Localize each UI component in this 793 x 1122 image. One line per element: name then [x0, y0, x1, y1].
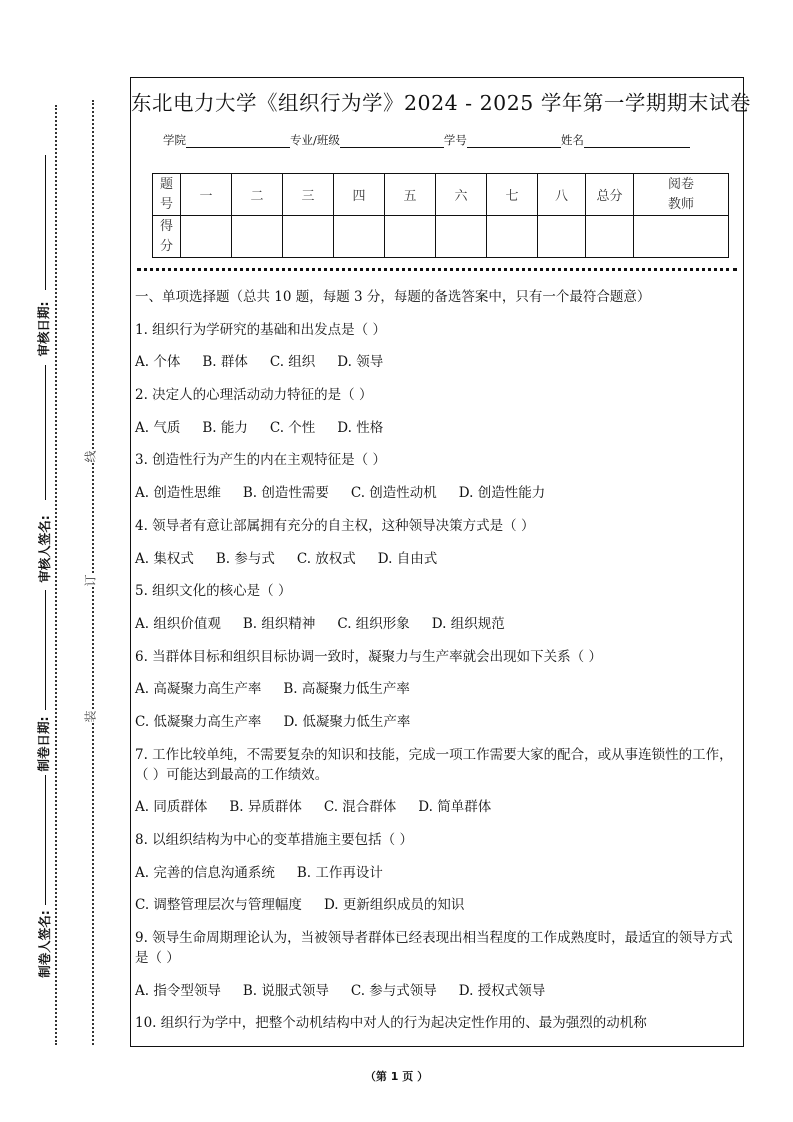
reviewer-sign-label: 审核人签名:	[37, 515, 52, 583]
question-6-options	[135, 679, 739, 712]
maker-date-label: 制卷日期:	[36, 716, 51, 772]
binding-mark-line: 线	[83, 450, 98, 463]
option-a[interactable]: A. 创造性思维	[135, 485, 221, 502]
option-c[interactable]: C. 组织	[269, 354, 316, 371]
option-d[interactable]: D. 简单群体	[418, 799, 492, 816]
major-class-field[interactable]	[340, 134, 444, 148]
option-d[interactable]: D. 创造性能力	[458, 485, 546, 502]
question-4-options	[135, 549, 739, 582]
maker-sign-line	[45, 775, 46, 905]
option-c[interactable]: C. 个性	[269, 419, 316, 436]
col-total: 总分	[586, 174, 634, 216]
col-3: 三	[283, 174, 334, 216]
col-4: 四	[334, 174, 385, 216]
question-2: 2. 决定人的心理活动动力特征的是（ ）	[135, 387, 373, 404]
col-1: 一	[181, 174, 232, 216]
reviewer-sign-line	[45, 365, 46, 500]
score-cell-8[interactable]	[538, 216, 586, 258]
maker-sign-label: 制卷人签名:	[37, 910, 52, 978]
question-8: 8. 以组织结构为中心的变革措施主要包括（ ）	[135, 832, 413, 848]
col-7: 七	[487, 174, 538, 216]
option-b[interactable]: B. 群体	[202, 354, 248, 371]
question-1-options	[135, 352, 739, 385]
question-3: 3. 创造性行为产生的内在主观特征是（ ）	[135, 452, 386, 469]
major-class-label: 专业/班级	[290, 133, 340, 147]
option-a[interactable]: A. 个体	[135, 354, 181, 371]
question-6: 6. 当群体目标和组织目标协调一致时，凝聚力与生产率就会出现如下关系（ ）	[135, 648, 602, 665]
option-b[interactable]: B. 异质群体	[229, 799, 302, 816]
binding-mark-staple: 订	[83, 574, 98, 587]
section-heading: 一、单项选择题（总共 10 题，每题 3 分，每题的备选答案中，只有一个最符合题意）	[135, 289, 651, 305]
option-a[interactable]: A. 完善的信息沟通系统	[135, 864, 275, 881]
question-1: 1. 组织行为学研究的基础和出发点是（ ）	[135, 321, 386, 338]
question-2-options	[135, 418, 739, 451]
score-cell-2[interactable]	[232, 216, 283, 258]
option-a[interactable]: A. 组织价值观	[135, 615, 221, 632]
score-cell-6[interactable]	[436, 216, 487, 258]
score-table	[152, 173, 729, 258]
name-label: 姓名	[560, 133, 584, 147]
question-6-options	[135, 712, 739, 745]
col-8: 八	[538, 174, 586, 216]
option-c[interactable]: C. 组织形象	[337, 615, 410, 632]
option-d[interactable]: D. 领导	[337, 354, 384, 371]
college-label: 学院	[163, 133, 186, 147]
student-id-label: 学号	[443, 133, 467, 147]
option-a[interactable]: A. 高凝聚力高生产率	[135, 681, 262, 698]
option-b[interactable]: B. 工作再设计	[296, 864, 383, 881]
option-d[interactable]: D. 组织规范	[431, 615, 505, 632]
page-number: （第 1 页 ）	[364, 1070, 429, 1083]
maker-date-line-top	[45, 590, 46, 710]
score-cell-4[interactable]	[334, 216, 385, 258]
name-field[interactable]	[584, 134, 690, 148]
dotted-margin-line-inner	[55, 105, 57, 1045]
col-6: 六	[436, 174, 487, 216]
question-3-options	[135, 483, 739, 516]
option-b[interactable]: B. 参与式	[215, 550, 275, 567]
student-info-row	[163, 132, 690, 148]
option-b[interactable]: B. 说服式领导	[242, 982, 329, 999]
question-10: 10. 组织行为学中，把整个动机结构中对人的行为起决定性作用的、最为强烈的动机称	[135, 1015, 647, 1032]
col-2: 二	[232, 174, 283, 216]
question-7-options	[135, 797, 739, 830]
option-b[interactable]: B. 能力	[202, 419, 248, 436]
option-b[interactable]: B. 创造性需要	[242, 485, 329, 502]
score-cell-3[interactable]	[283, 216, 334, 258]
score-cell-5[interactable]	[385, 216, 436, 258]
score-cell-7[interactable]	[487, 216, 538, 258]
reviewer-date-label: 审核日期:	[36, 301, 51, 357]
exam-frame	[130, 77, 751, 1047]
question-number-header: 题号	[153, 174, 181, 216]
question-4: 4. 领导者有意让部属拥有充分的自主权，这种领导决策方式是（ ）	[135, 517, 535, 534]
option-b[interactable]: B. 高凝聚力低生产率	[283, 681, 410, 698]
option-a[interactable]: A. 气质	[135, 419, 181, 436]
exam-title: 东北电力大学《组织行为学》2024 - 2025 学年第一学期期末试卷	[131, 91, 751, 115]
option-a[interactable]: A. 集权式	[135, 550, 194, 567]
question-5: 5. 组织文化的核心是（ ）	[135, 583, 292, 600]
option-d[interactable]: D. 低凝聚力低生产率	[283, 713, 411, 730]
option-c[interactable]: C. 混合群体	[323, 799, 397, 816]
score-cell-1[interactable]	[181, 216, 232, 258]
option-d[interactable]: D. 授权式领导	[458, 982, 546, 999]
college-field[interactable]	[186, 134, 290, 148]
option-b[interactable]: B. 组织精神	[242, 615, 316, 632]
question-9-options	[135, 981, 739, 1014]
dotted-binding-line	[92, 100, 94, 1045]
questions-section	[135, 287, 739, 1046]
binding-mark-bind: 装	[83, 710, 98, 723]
question-8-options	[135, 863, 739, 896]
score-cell-total[interactable]	[586, 216, 634, 258]
option-a[interactable]: A. 同质群体	[135, 799, 208, 816]
question-list	[135, 320, 739, 1046]
option-c[interactable]: C. 参与式领导	[350, 982, 437, 999]
dotted-separator	[137, 268, 737, 271]
score-cell-grader[interactable]	[634, 216, 729, 258]
col-grader: 阅卷教师	[634, 174, 729, 216]
question-5-options	[135, 614, 739, 647]
question-9: 9. 领导生命周期理论认为，当被领导者群体已经表现出相当程度的工作成熟度时，最适宜的领导方式是（ ）	[135, 930, 733, 967]
question-7: 7. 工作比较单纯，不需要复杂的知识和技能，完成一项工作需要大家的配合，或从事连锁性的工作，（ ）可能达到最高的工作绩效。	[135, 746, 733, 783]
option-c[interactable]: C. 放权式	[296, 550, 356, 567]
option-d[interactable]: D. 更新组织成员的知识	[323, 897, 465, 914]
option-d[interactable]: D. 性格	[337, 419, 384, 436]
option-d[interactable]: D. 自由式	[377, 550, 438, 567]
option-a[interactable]: A. 指令型领导	[135, 982, 221, 999]
option-c[interactable]: C. 调整管理层次与管理幅度	[135, 897, 302, 914]
reviewer-date-line	[45, 155, 46, 290]
score-row-header: 得分	[153, 216, 181, 258]
option-c[interactable]: C. 低凝聚力高生产率	[135, 713, 262, 730]
option-c[interactable]: C. 创造性动机	[350, 485, 437, 502]
col-5: 五	[385, 174, 436, 216]
question-8-options	[135, 895, 739, 928]
student-id-field[interactable]	[467, 134, 561, 148]
